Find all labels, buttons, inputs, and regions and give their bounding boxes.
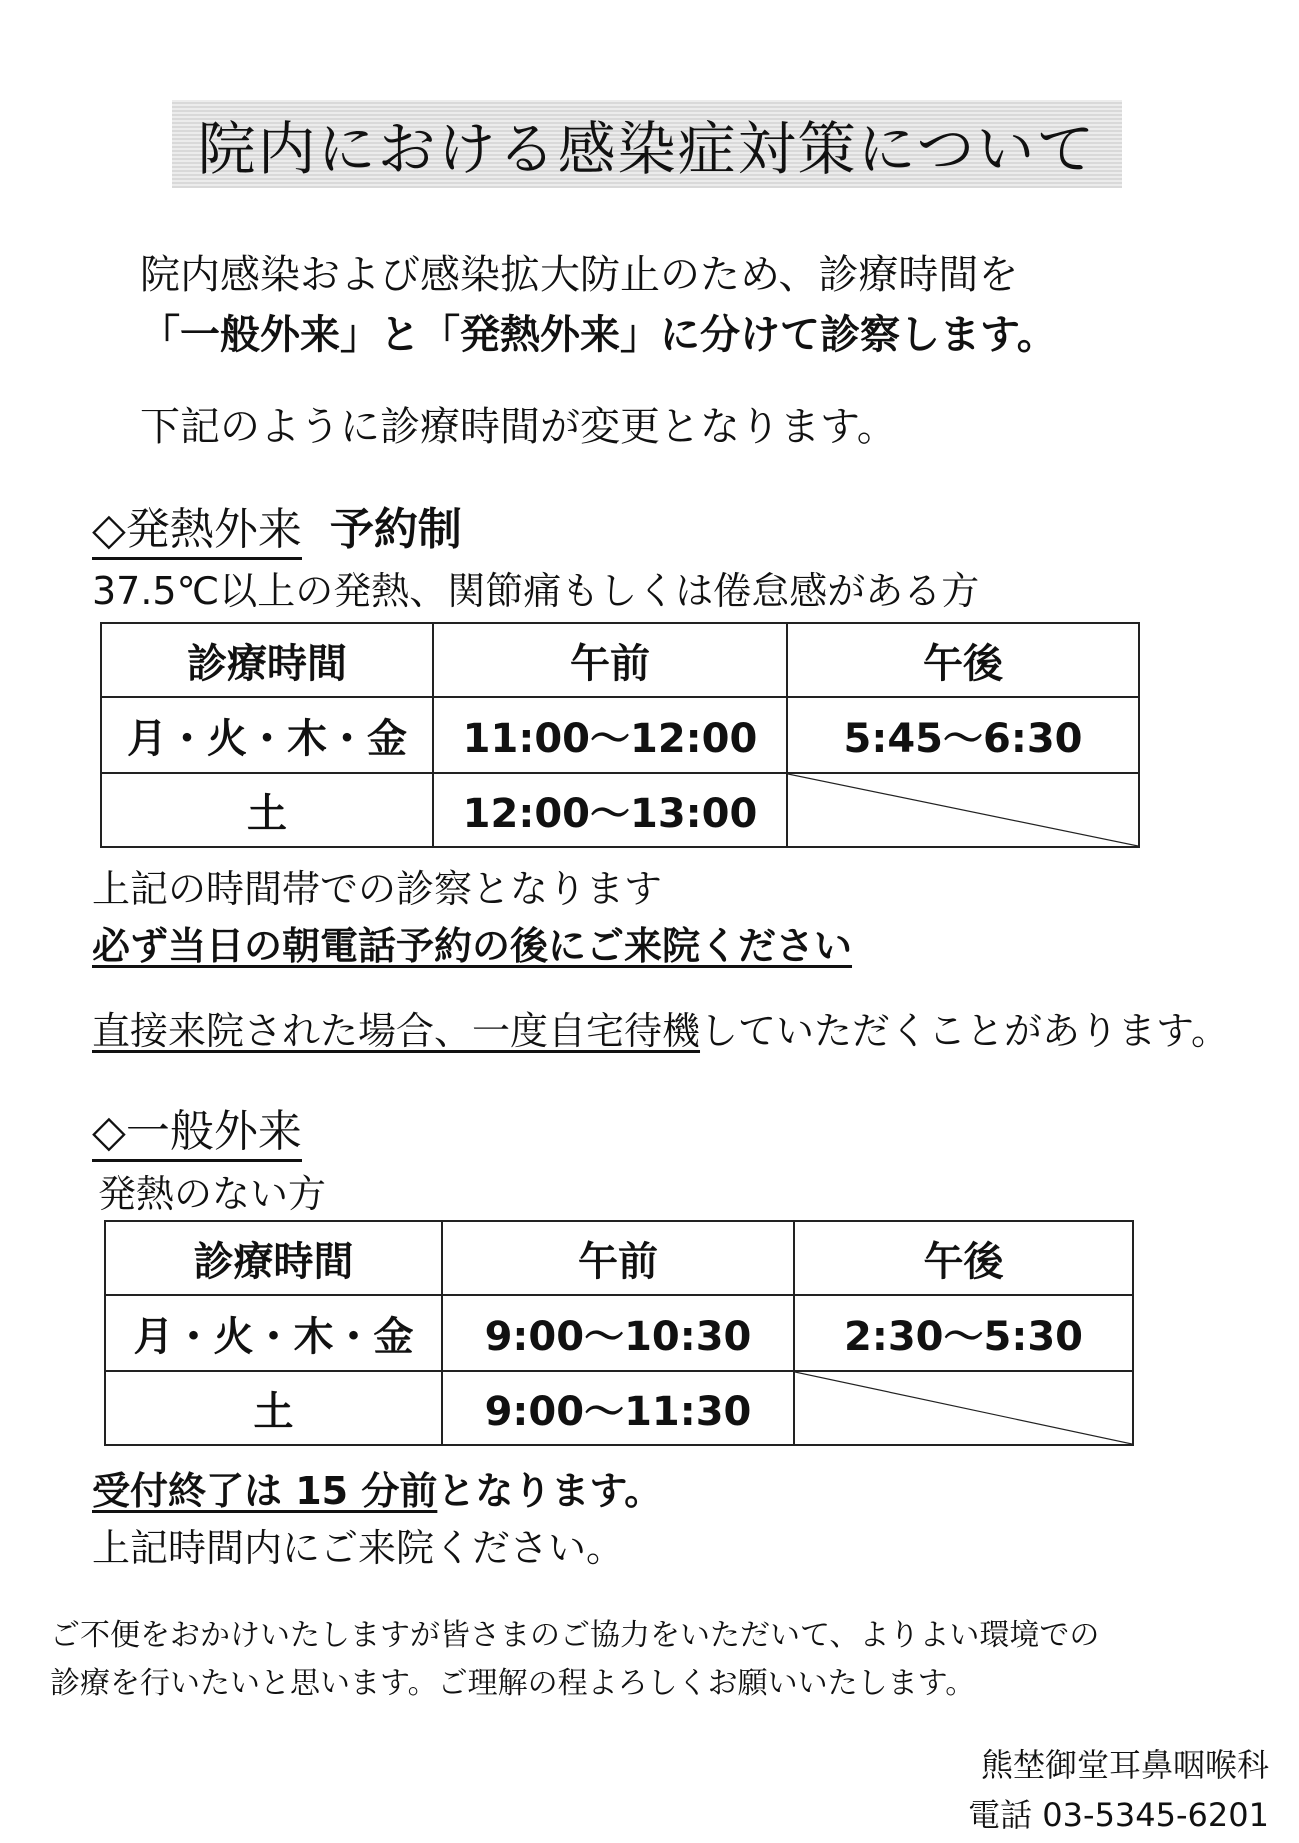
am-time-cell: 9:00〜10:30 — [442, 1295, 794, 1371]
intro-line-2: 「一般外来」と「発熱外来」に分けて診察します。 — [140, 312, 1057, 358]
day-cell: 月・火・木・金 — [105, 1295, 442, 1371]
table-header-row — [101, 623, 1139, 697]
day-cell: 土 — [105, 1371, 442, 1445]
day-cell: 土 — [101, 773, 433, 847]
header-cell: 診療時間 — [101, 623, 433, 697]
header-cell: 午前 — [442, 1221, 794, 1295]
header-cell: 午後 — [794, 1221, 1133, 1295]
day-cell: 月・火・木・金 — [101, 697, 433, 773]
fever-note-1: 上記の時間帯での診察となります — [92, 867, 663, 911]
fever-heading-title: ◇発熱外来 — [92, 504, 302, 560]
am-time-cell: 12:00〜13:00 — [433, 773, 787, 847]
title-banner — [172, 100, 1122, 188]
table-row — [105, 1295, 1133, 1371]
page-title: 院内における感染症対策について — [197, 115, 1097, 183]
clinic-name: 熊埜御堂耳鼻咽喉科 — [980, 1746, 1269, 1784]
general-hours-table — [104, 1220, 1134, 1446]
general-note-2: 上記時間内にご来院ください。 — [92, 1526, 625, 1570]
table-row — [101, 697, 1139, 773]
fever-condition: 37.5℃以上の発熱、関節痛もしくは倦怠感がある方 — [92, 569, 980, 613]
header-cell: 診療時間 — [105, 1221, 442, 1295]
fever-hours-table — [100, 622, 1140, 848]
general-note-1 — [92, 1460, 662, 1515]
pm-time-cell: 5:45〜6:30 — [787, 697, 1139, 773]
general-heading-title: ◇一般外来 — [92, 1106, 302, 1162]
table-header-row — [105, 1221, 1133, 1295]
am-time-cell: 9:00〜11:30 — [442, 1371, 794, 1445]
header-cell: 午前 — [433, 623, 787, 697]
general-heading — [92, 1095, 302, 1159]
fever-note-3 — [92, 1000, 1229, 1055]
general-condition: 発熱のない方 — [98, 1172, 327, 1216]
fever-note-3-underlined: 直接来院された場合、一度自宅待機 — [92, 1009, 701, 1053]
empty-cell-diagonal — [794, 1371, 1133, 1445]
table-row — [101, 773, 1139, 847]
header-cell: 午後 — [787, 623, 1139, 697]
fever-heading — [92, 493, 462, 557]
diagonal-line — [795, 1372, 1132, 1444]
fever-note-3-rest: していただくことがあります。 — [700, 1009, 1229, 1053]
pm-time-cell: 2:30〜5:30 — [794, 1295, 1133, 1371]
empty-cell-diagonal — [787, 773, 1139, 847]
general-note-1-underlined: 受付終了は 15 分前 — [92, 1469, 438, 1513]
fever-note-2: 必ず当日の朝電話予約の後にご来院ください — [92, 924, 853, 968]
intro-line-1: 院内感染および感染拡大防止のため、診療時間を — [140, 252, 1019, 298]
diagonal-line — [788, 774, 1138, 846]
footer-line-2: 診療を行いたいと思います。ご理解の程よろしくお願いいたします。 — [50, 1666, 976, 1701]
fever-heading-note: 予約制 — [329, 504, 462, 555]
am-time-cell: 11:00〜12:00 — [433, 697, 787, 773]
table-row — [105, 1371, 1133, 1445]
general-note-1-rest: となります。 — [437, 1469, 663, 1513]
clinic-phone: 電話 03-5345-6201 — [968, 1796, 1269, 1834]
intro-line-3: 下記のように診療時間が変更となります。 — [140, 404, 897, 450]
footer-line-1: ご不便をおかけいたしますが皆さまのご協力をいただいて、よりよい環境での — [50, 1618, 1100, 1653]
